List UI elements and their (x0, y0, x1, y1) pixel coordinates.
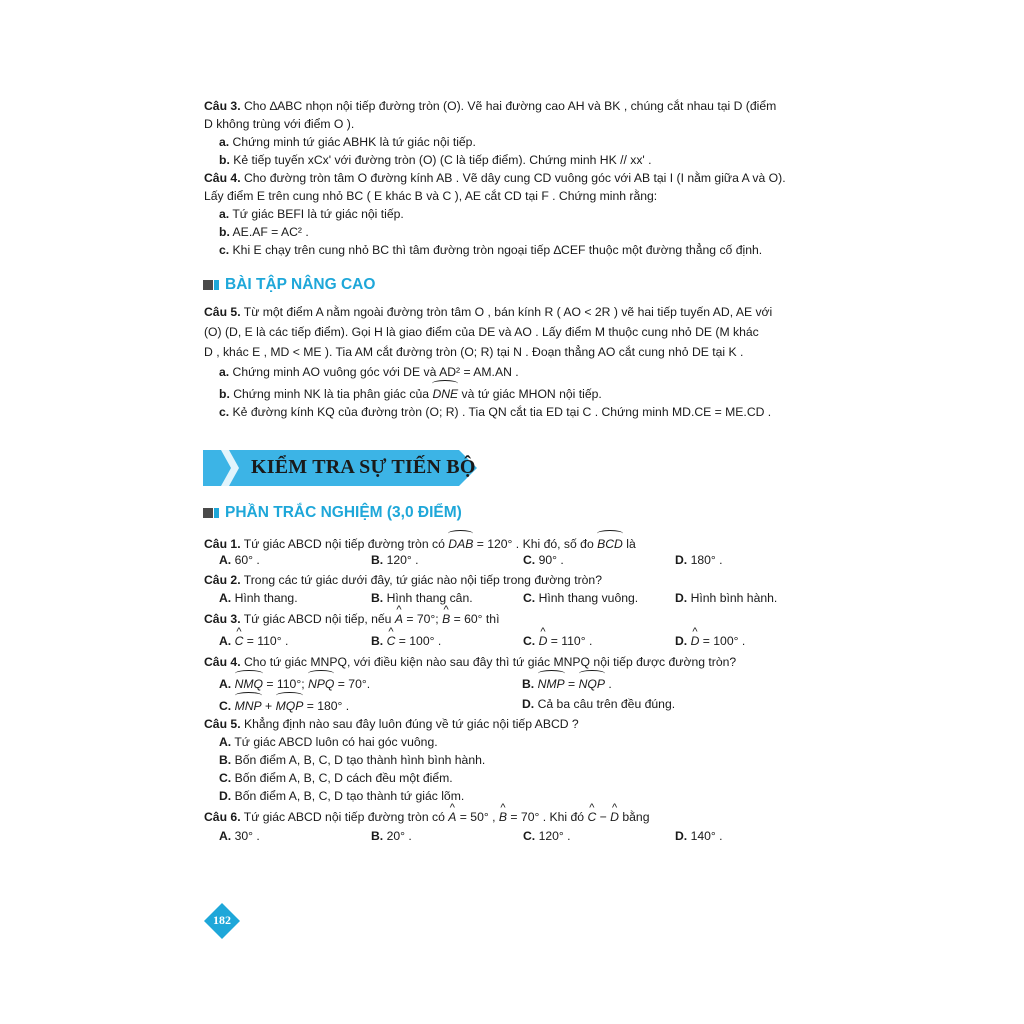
angle-a: ^ A (395, 608, 403, 630)
quiz-q6-option-b: B. 20° . (371, 829, 412, 843)
quiz-q5-option-a: A. Tứ giác ABCD luôn có hai góc vuông. (219, 735, 438, 749)
section-square-icon (203, 280, 213, 290)
page-number-badge (204, 903, 240, 939)
q4-part-b: b. AE.AF = AC² . (219, 225, 309, 239)
quiz-q3-option-b: B. ^ C = 100° . (371, 630, 523, 652)
quiz-q4-option-a: A. NMQ = 110°; NPQ = 70°. (219, 672, 522, 694)
adv-q5-line2: (O) (D, E là các tiếp điểm). Gọi H là giao điểm của DE và AO . Lấy điểm M thuộc cung nhỏ DE (M khác (204, 325, 759, 339)
quiz-q6-option-c: C. 120° . (523, 829, 571, 843)
q4-line2: Lấy điểm E trên cung nhỏ BC ( E khác B và C ), AE cắt CD tại F . Chứng minh rằng: (204, 189, 658, 203)
advanced-block (204, 302, 844, 422)
quiz-section-title: PHẦN TRẮC NGHIỆM (3,0 ĐIỂM) (203, 504, 462, 522)
quiz-q5-option-c: C. Bốn điểm A, B, C, D cách đều một điểm. (219, 771, 453, 785)
q3-part-b: b. Kẻ tiếp tuyến xCx' với đường tròn (O) (C là tiếp điểm). Chứng minh HK // xx' . (219, 153, 652, 167)
angle-b: ^ B (499, 806, 507, 828)
quiz-q5: Câu 5. Khẳng định nào sau đây luôn đúng về tứ giác nội tiếp ABCD ? (204, 717, 579, 731)
quiz-q4-option-d: D. Cả ba câu trên đều đúng. (522, 697, 676, 711)
quiz-q6-options (204, 828, 844, 846)
quiz-q1-option-a: A. 60° . (219, 553, 260, 567)
quiz-q2-option-c: C. Hình thang vuông. (523, 591, 639, 605)
arc-dab: DAB (448, 532, 473, 554)
arc-dne: DNE (432, 382, 458, 404)
quiz-q3: Câu 3. Tứ giác ABCD nội tiếp, nếu ^ A = 70°; ^ B = 60° thì (204, 608, 844, 630)
angle-c: ^ C (587, 806, 596, 828)
quiz-q6-option-d: D. 140° . (675, 829, 723, 843)
adv-q5-part-c: c. Kẻ đường kính KQ của đường tròn (O; R) . Tia QN cắt tia ED tại C . Chứng minh MD.CE = ME.CD . (219, 405, 772, 419)
quiz-q6-option-a: A. 30° . (219, 829, 260, 843)
quiz-q4-options-ab (204, 672, 844, 694)
quiz-q1-option-c: C. 90° . (523, 553, 564, 567)
quiz-q4-option-c: C. MNP + MQP = 180° . (219, 694, 522, 716)
quiz-q1: Câu 1. Tứ giác ABCD nội tiếp đường tròn có DAB = 120° . Khi đó, số đo BCD là (204, 532, 844, 552)
angle-d: ^ D (610, 806, 619, 828)
quiz-q3-option-c: C. ^ D = 110° . (523, 630, 675, 652)
q4-part-a: a. Tứ giác BEFI là tứ giác nội tiếp. (219, 207, 404, 221)
section-bar-icon (214, 280, 219, 290)
quiz-q2-options (204, 590, 844, 608)
arc-bcd: BCD (597, 532, 623, 554)
section-square-icon (203, 508, 213, 518)
quiz-q1-option-b: B. 120° . (371, 553, 419, 567)
quiz-q3-option-d: D. ^ D = 100° . (675, 630, 827, 652)
quiz-q2-option-b: B. Hình thang cân. (371, 591, 473, 605)
q4-line1: Câu 4. Cho đường tròn tâm O đường kính AB . Vẽ dây cung CD vuông góc với AB tại I (I nằm giữa A và O). (204, 171, 786, 185)
quiz-q6: Câu 6. Tứ giác ABCD nội tiếp đường tròn có ^ A = 50° , ^ B = 70° . Khi đó ^ C − ^ D bằng (204, 806, 844, 828)
adv-q5-line1: Câu 5. Từ một điểm A nằm ngoài đường tròn tâm O , bán kính R ( AO < 2R ) vẽ hai tiếp tuyến AD, AE với (204, 305, 773, 319)
quiz-q4-options-cd (204, 694, 844, 716)
advanced-section-title: BÀI TẬP NÂNG CAO (203, 276, 375, 294)
quiz-q3-option-a: A. ^ C = 110° . (219, 630, 371, 652)
q3-line1: Câu 3. Cho ∆ABC nhọn nội tiếp đường tròn (O). Vẽ hai đường cao AH và BK , chúng cắt nhau tại D (điểm (204, 99, 777, 113)
exercise-block-top (204, 98, 844, 260)
quiz-q1-options (204, 552, 844, 570)
quiz-block (204, 532, 844, 846)
quiz-q4: Câu 4. Cho tứ giác MNPQ, với điều kiện nào sau đây thì tứ giác MNPQ nội tiếp được đường tròn? (204, 655, 737, 669)
quiz-q5-option-b: B. Bốn điểm A, B, C, D tạo thành hình bình hành. (219, 753, 486, 767)
quiz-q4-option-b: B. NMP = NQP . (522, 672, 825, 694)
adv-q5-line3: D , khác E , MD < ME ). Tia AM cắt đường tròn (O; R) tại N . Đoạn thẳng AO cắt cung nhỏ DE tại K . (204, 345, 744, 359)
q3-part-a: a. Chứng minh tứ giác ABHK là tứ giác nội tiếp. (219, 135, 476, 149)
progress-check-banner (203, 450, 477, 486)
adv-q5-part-a: a. Chứng minh AO vuông góc với DE và AD² = AM.AN . (219, 365, 519, 379)
quiz-q2-option-a: A. Hình thang. (219, 591, 298, 605)
q4-part-c: c. Khi E chạy trên cung nhỏ BC thì tâm đường tròn ngoại tiếp ∆CEF thuộc một đường thẳng cố định. (219, 243, 763, 257)
adv-q5-part-b: b. Chứng minh NK là tia phân giác của DNE và tứ giác MHON nội tiếp. (204, 382, 844, 402)
quiz-q5-option-d: D. Bốn điểm A, B, C, D tạo thành tứ giác lõm. (219, 789, 465, 803)
section-bar-icon (214, 508, 219, 518)
q3-line2: D không trùng với điểm O ). (204, 117, 355, 131)
quiz-q2-option-d: D. Hình bình hành. (675, 591, 778, 605)
angle-a: ^ A (448, 806, 456, 828)
banner-title: KIỂM TRA SỰ TIẾN BỘ (251, 456, 476, 478)
quiz-q1-option-d: D. 180° . (675, 553, 723, 567)
quiz-q3-options (204, 630, 844, 652)
angle-b: ^ B (442, 608, 450, 630)
page-number: 182 (213, 913, 231, 927)
quiz-q2: Câu 2. Trong các tứ giác dưới đây, tứ giác nào nội tiếp trong đường tròn? (204, 573, 602, 587)
